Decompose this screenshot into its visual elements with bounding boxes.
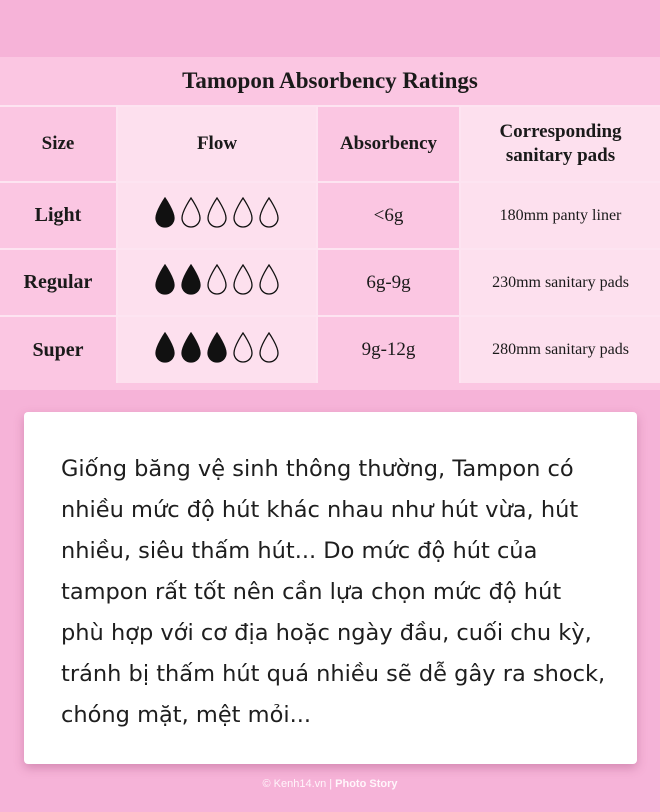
- row-flow: [117, 249, 317, 316]
- table-row: [0, 316, 660, 383]
- footer-separator: |: [329, 778, 333, 790]
- filled-drop-icon: [179, 263, 203, 297]
- empty-drop-icon: [231, 331, 255, 365]
- row-size: Super: [0, 316, 117, 383]
- header-flow: Flow: [117, 107, 317, 182]
- row-size: Light: [0, 182, 117, 249]
- header-size: Size: [0, 107, 117, 182]
- header-absorbency: Absorbency: [317, 107, 460, 182]
- table-title: Tamopon Absorbency Ratings: [0, 57, 660, 107]
- footer-credit: [0, 778, 660, 790]
- filled-drop-icon: [153, 331, 177, 365]
- header-pads-line2: sanitary pads: [505, 145, 616, 166]
- header-pads: [460, 107, 660, 182]
- empty-drop-icon: [257, 196, 281, 230]
- row-size: Regular: [0, 249, 117, 316]
- row-flow: [117, 316, 317, 383]
- filled-drop-icon: [153, 263, 177, 297]
- row-pads: 180mm panty liner: [460, 182, 660, 249]
- flow-drops: [153, 196, 281, 230]
- absorbency-table-section: [0, 57, 660, 390]
- table-header-row: [0, 107, 660, 182]
- row-absorbency: 6g-9g: [317, 249, 460, 316]
- footer-section: Photo Story: [335, 778, 398, 790]
- filled-drop-icon: [205, 331, 229, 365]
- empty-drop-icon: [205, 196, 229, 230]
- empty-drop-icon: [231, 196, 255, 230]
- empty-drop-icon: [205, 263, 229, 297]
- flow-drops: [153, 331, 281, 365]
- flow-drops: [153, 263, 281, 297]
- filled-drop-icon: [153, 196, 177, 230]
- empty-drop-icon: [257, 331, 281, 365]
- empty-drop-icon: [257, 263, 281, 297]
- row-pads: 230mm sanitary pads: [460, 249, 660, 316]
- info-card: [24, 412, 637, 764]
- row-flow: [117, 182, 317, 249]
- info-card-text: Giống băng vệ sinh thông thường, Tampon có nhiều mức độ hút khác nhau như hút vừa, hút nhiều, siêu thấm hút... Do mức độ hút của tampon rất tốt nên cần lựa chọn mức độ hút phù hợp với cơ địa hoặc ngày đầu, cuối chu kỳ, tránh bị thấm hút quá nhiều sẽ dễ gây ra shock, chóng mặt, mệt mỏi...: [61, 456, 606, 728]
- absorbency-table: [0, 107, 660, 383]
- row-absorbency: 9g-12g: [317, 316, 460, 383]
- table-row: [0, 249, 660, 316]
- row-absorbency: <6g: [317, 182, 460, 249]
- header-pads-line1: Corresponding: [499, 121, 622, 142]
- empty-drop-icon: [179, 196, 203, 230]
- filled-drop-icon: [179, 331, 203, 365]
- footer-site: © Kenh14.vn: [262, 778, 327, 790]
- row-pads: 280mm sanitary pads: [460, 316, 660, 383]
- empty-drop-icon: [231, 263, 255, 297]
- table-row: [0, 182, 660, 249]
